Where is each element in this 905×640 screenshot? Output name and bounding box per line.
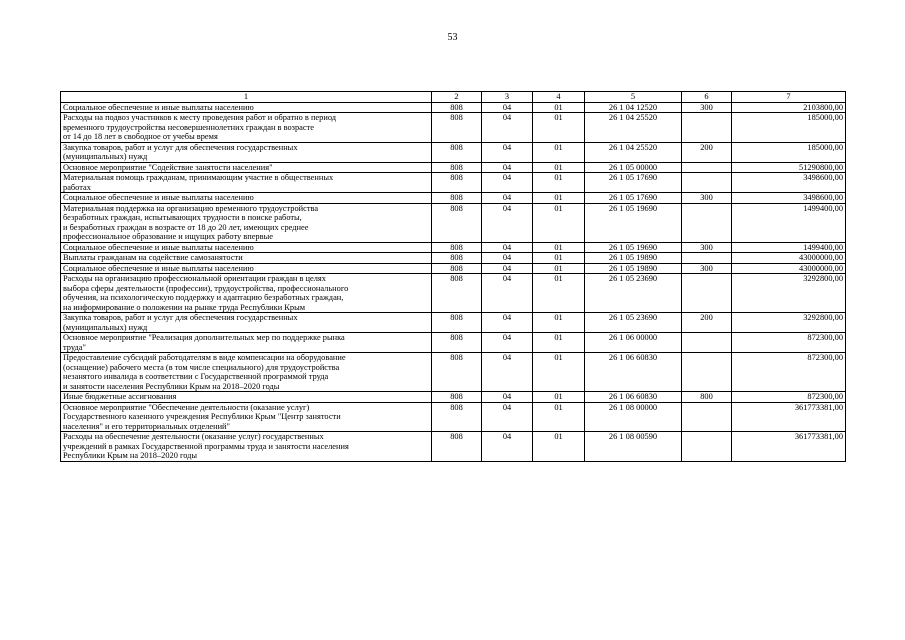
expense-type-code: 200	[682, 313, 732, 333]
column-header: 6	[682, 92, 732, 103]
section-code: 04	[482, 392, 533, 403]
table-row	[61, 402, 846, 432]
row-description-line: и безработных граждан в возрасте от 18 до 20 лет, имеющих среднее	[63, 222, 309, 232]
ministry-code: 808	[432, 113, 482, 143]
table-row	[61, 432, 846, 462]
row-description	[61, 113, 432, 143]
ministry-code: 808	[432, 313, 482, 333]
ministry-code: 808	[432, 263, 482, 274]
amount: 185000,00	[732, 113, 846, 143]
subsection-code: 01	[533, 263, 585, 274]
amount: 2103800,00	[732, 102, 846, 113]
row-description	[61, 432, 432, 462]
row-description-line: безработных граждан, испытывающих трудности в поиске работы,	[63, 213, 302, 222]
row-description	[61, 392, 432, 403]
subsection-code: 01	[533, 333, 585, 353]
amount: 1499400,00	[732, 242, 846, 253]
amount: 43000000,00	[732, 253, 846, 264]
row-description-line: и занятости населения Республики Крым на 2018–2020 годы	[63, 381, 280, 391]
section-code: 04	[482, 263, 533, 274]
section-code: 04	[482, 313, 533, 333]
subsection-code: 01	[533, 102, 585, 113]
expense-type-code: 800	[682, 392, 732, 403]
expense-type-code: 300	[682, 193, 732, 204]
row-description-line: учреждений в рамках Государственной программы труда и занятости населения	[63, 441, 349, 451]
expense-type-code	[682, 203, 732, 242]
table-row	[61, 253, 846, 264]
row-description-line: временного трудоустройства несовершеннолетних граждан в возрасте	[63, 122, 314, 132]
table-row	[61, 203, 846, 242]
row-description	[61, 353, 432, 392]
row-description	[61, 193, 432, 204]
row-description-line: Основное мероприятие "Содействие занятости населения"	[63, 162, 273, 172]
expense-type-code	[682, 333, 732, 353]
row-description-line: Социальное обеспечение и иные выплаты населению	[63, 102, 254, 112]
column-header: 1	[61, 92, 432, 103]
row-description	[61, 333, 432, 353]
table-row	[61, 162, 846, 173]
page-number: 53	[447, 32, 458, 43]
amount: 1499400,00	[732, 203, 846, 242]
expense-type-code: 200	[682, 142, 732, 162]
row-description-line: Республики Крым на 2018–2020 годы	[63, 451, 198, 460]
row-description-line: (оснащение) рабочего места (в том числе специального) для трудоустройства	[63, 362, 340, 372]
column-header: 3	[482, 92, 533, 103]
section-code: 04	[482, 162, 533, 173]
row-description-line: от 14 до 18 лет в свободное от учебы время	[63, 132, 218, 141]
expense-type-code: 300	[682, 102, 732, 113]
subsection-code: 01	[533, 203, 585, 242]
row-description-line: Основное мероприятие "Реализация дополнительных мер по поддержке рынка	[63, 333, 345, 342]
section-code: 04	[482, 242, 533, 253]
target-article-code: 26 1 05 19690	[585, 242, 682, 253]
row-description	[61, 203, 432, 242]
row-description	[61, 263, 432, 274]
table-row	[61, 313, 846, 333]
row-description-line: Иные бюджетные ассигнования	[63, 392, 177, 401]
amount: 3498600,00	[732, 193, 846, 204]
row-description-line: населения" и его территориальных отделений"	[63, 421, 230, 431]
section-code: 04	[482, 274, 533, 313]
section-code: 04	[482, 102, 533, 113]
row-description-line: Закупка товаров, работ и услуг для обеспечения государственных	[63, 313, 298, 322]
target-article-code: 26 1 05 17690	[585, 173, 682, 193]
row-description-line: Расходы на организацию профессиональной ориентации граждан в целях	[63, 274, 326, 283]
subsection-code: 01	[533, 392, 585, 403]
row-description	[61, 162, 432, 173]
row-description	[61, 274, 432, 313]
subsection-code: 01	[533, 353, 585, 392]
ministry-code: 808	[432, 193, 482, 204]
table-row	[61, 113, 846, 143]
expense-type-code	[682, 402, 732, 432]
row-description-line: Расходы на подвоз участников к месту проведения работ и обратно в период	[63, 113, 337, 122]
subsection-code: 01	[533, 173, 585, 193]
row-description-line: Закупка товаров, работ и услуг для обеспечения государственных	[63, 142, 298, 152]
table-row	[61, 274, 846, 313]
amount: 3292800,00	[732, 313, 846, 333]
row-description-line: Государственного казенного учреждения Республики Крым "Центр занятости	[63, 412, 341, 421]
expense-type-code	[682, 432, 732, 462]
amount: 43000000,00	[732, 263, 846, 274]
subsection-code: 01	[533, 142, 585, 162]
column-header: 7	[732, 92, 846, 103]
section-code: 04	[482, 353, 533, 392]
table-row	[61, 242, 846, 253]
section-code: 04	[482, 113, 533, 143]
ministry-code: 808	[432, 173, 482, 193]
table-row	[61, 142, 846, 162]
row-description	[61, 173, 432, 193]
amount: 3292800,00	[732, 274, 846, 313]
row-description-line: обучения, на психологическую поддержку и адаптацию безработных граждан,	[63, 293, 344, 302]
table-row	[61, 263, 846, 274]
ministry-code: 808	[432, 432, 482, 462]
table-row	[61, 353, 846, 392]
ministry-code: 808	[432, 102, 482, 113]
target-article-code: 26 1 04 12520	[585, 102, 682, 113]
ministry-code: 808	[432, 253, 482, 264]
ministry-code: 808	[432, 142, 482, 162]
row-description-line: профессиональное образование и ищущих работу впервые	[63, 232, 273, 241]
header-row	[61, 92, 846, 103]
table-row	[61, 173, 846, 193]
target-article-code: 26 1 04 25520	[585, 142, 682, 162]
ministry-code: 808	[432, 402, 482, 432]
target-article-code: 26 1 05 19890	[585, 263, 682, 274]
expense-type-code	[682, 253, 732, 264]
row-description-line: Социальное обеспечение и иные выплаты населению	[63, 242, 254, 252]
table-row	[61, 333, 846, 353]
target-article-code: 26 1 05 23690	[585, 274, 682, 313]
section-code: 04	[482, 142, 533, 162]
row-description	[61, 402, 432, 432]
target-article-code: 26 1 06 60830	[585, 392, 682, 403]
row-description-line: Материальная помощь гражданам, принимающим участие в общественных	[63, 173, 334, 182]
section-code: 04	[482, 402, 533, 432]
ministry-code: 808	[432, 242, 482, 253]
row-description	[61, 242, 432, 253]
target-article-code: 26 1 06 00000	[585, 333, 682, 353]
amount: 51290800,00	[732, 162, 846, 173]
section-code: 04	[482, 203, 533, 242]
subsection-code: 01	[533, 193, 585, 204]
row-description-line: Социальное обеспечение и иные выплаты населению	[63, 193, 254, 202]
subsection-code: 01	[533, 432, 585, 462]
target-article-code: 26 1 08 00590	[585, 432, 682, 462]
amount: 872300,00	[732, 353, 846, 392]
subsection-code: 01	[533, 113, 585, 143]
expense-type-code: 300	[682, 263, 732, 274]
amount: 361773381,00	[732, 402, 846, 432]
subsection-code: 01	[533, 242, 585, 253]
ministry-code: 808	[432, 392, 482, 403]
target-article-code: 26 1 05 19690	[585, 203, 682, 242]
budget-table	[60, 91, 846, 462]
row-description-line: на информирование о положении на рынке труда Республики Крым	[63, 302, 305, 312]
expense-type-code	[682, 162, 732, 173]
table-row	[61, 193, 846, 204]
subsection-code: 01	[533, 313, 585, 333]
column-header: 5	[585, 92, 682, 103]
amount: 3498600,00	[732, 173, 846, 193]
expense-type-code: 300	[682, 242, 732, 253]
target-article-code: 26 1 04 25520	[585, 113, 682, 143]
column-header: 4	[533, 92, 585, 103]
ministry-code: 808	[432, 353, 482, 392]
ministry-code: 808	[432, 203, 482, 242]
table-row	[61, 392, 846, 403]
target-article-code: 26 1 05 23690	[585, 313, 682, 333]
ministry-code: 808	[432, 162, 482, 173]
amount: 872300,00	[732, 392, 846, 403]
row-description-line: Основное мероприятие "Обеспечение деятельности (оказание услуг)	[63, 402, 310, 412]
expense-type-code	[682, 274, 732, 313]
target-article-code: 26 1 05 00000	[585, 162, 682, 173]
row-description-line: Расходы на обеспечение деятельности (оказание услуг) государственных	[63, 432, 324, 441]
section-code: 04	[482, 193, 533, 204]
row-description-line: незанятого инвалида в соответствии с Государственной программой труда	[63, 372, 329, 381]
row-description-line: Социальное обеспечение и иные выплаты населению	[63, 263, 254, 273]
row-description	[61, 102, 432, 113]
target-article-code: 26 1 05 19890	[585, 253, 682, 264]
subsection-code: 01	[533, 402, 585, 432]
target-article-code: 26 1 06 60830	[585, 353, 682, 392]
column-header: 2	[432, 92, 482, 103]
amount: 185000,00	[732, 142, 846, 162]
target-article-code: 26 1 08 00000	[585, 402, 682, 432]
amount: 361773381,00	[732, 432, 846, 462]
row-description	[61, 142, 432, 162]
row-description-line: труда"	[63, 342, 86, 352]
row-description-line: Выплаты гражданам на содействие самозанятости	[63, 253, 243, 262]
row-description-line: Предоставление субсидий работодателям в виде компенсации на оборудование	[63, 353, 346, 362]
row-description-line: (муниципальных) нужд	[63, 152, 148, 161]
section-code: 04	[482, 173, 533, 193]
row-description-line: (муниципальных) нужд	[63, 322, 148, 332]
ministry-code: 808	[432, 333, 482, 353]
section-code: 04	[482, 432, 533, 462]
section-code: 04	[482, 333, 533, 353]
expense-type-code	[682, 173, 732, 193]
row-description-line: работах	[63, 182, 91, 192]
subsection-code: 01	[533, 253, 585, 264]
subsection-code: 01	[533, 162, 585, 173]
row-description-line: выбора сферы деятельности (профессии), трудоустройства, профессионального	[63, 283, 349, 293]
row-description	[61, 313, 432, 333]
expense-type-code	[682, 113, 732, 143]
row-description	[61, 253, 432, 264]
table-row	[61, 102, 846, 113]
ministry-code: 808	[432, 274, 482, 313]
amount: 872300,00	[732, 333, 846, 353]
target-article-code: 26 1 05 17690	[585, 193, 682, 204]
subsection-code: 01	[533, 274, 585, 313]
row-description-line: Материальная поддержка на организацию временного трудоустройства	[63, 203, 319, 213]
expense-type-code	[682, 353, 732, 392]
section-code: 04	[482, 253, 533, 264]
budget-table-body	[61, 102, 846, 461]
